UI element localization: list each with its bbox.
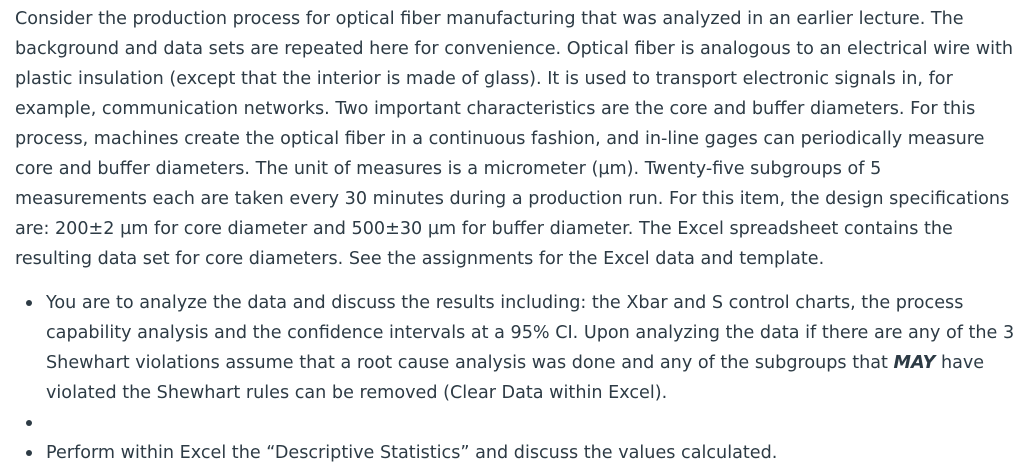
list-item-text <box>46 293 1014 403</box>
bullet-list <box>15 288 1025 468</box>
list-item <box>15 408 1025 438</box>
list-item-text: Perform within Excel the “Descriptive Statistics” and discuss the values calculated. <box>46 443 778 463</box>
intro-paragraph: Consider the production process for optical fiber manufacturing that was analyzed in an earlier lecture. The background and data sets are repeated here for convenience. Optical fiber is analogous to an electrical wire with plastic insulation (except that the interior is made of glass). It is used to transport electronic signals in, for example, communication networks. Two important characteristics are the core and buffer diameters. For this process, machines create the optical fiber in a continuous fashion, and in-line gages can periodically measure core and buffer diameters. The unit of measures is a micrometer (µm). Twenty-five subgroups of 5 measurements each are taken every 30 minutes during a production run. For this item, the design specifications are: 200±2 µm for core diameter and 500±30 µm for buffer diameter. The Excel spreadsheet contains the resulting data set for core diameters. See the assignments for the Excel data and template. <box>15 9 1014 269</box>
bullet-icon <box>26 420 32 426</box>
list-item <box>15 438 1025 468</box>
emphasis-text: MAY <box>893 353 936 373</box>
list-item-text-start: You are to analyze the data and discuss the results including: the Xbar and S control charts, the process capability analysis and the confidence intervals at a 95% CI. Upon analyzing the data if there are any of the 3 Shewhart violations assume that a root cause analysis was done and any of the subgroups that <box>46 293 1015 373</box>
list-item <box>15 288 1025 408</box>
list-item-text-end: have violated the Shewhart rules can be removed (Clear Data within Excel). <box>46 353 985 403</box>
bullet-icon <box>26 300 32 306</box>
bullet-icon <box>26 450 32 456</box>
